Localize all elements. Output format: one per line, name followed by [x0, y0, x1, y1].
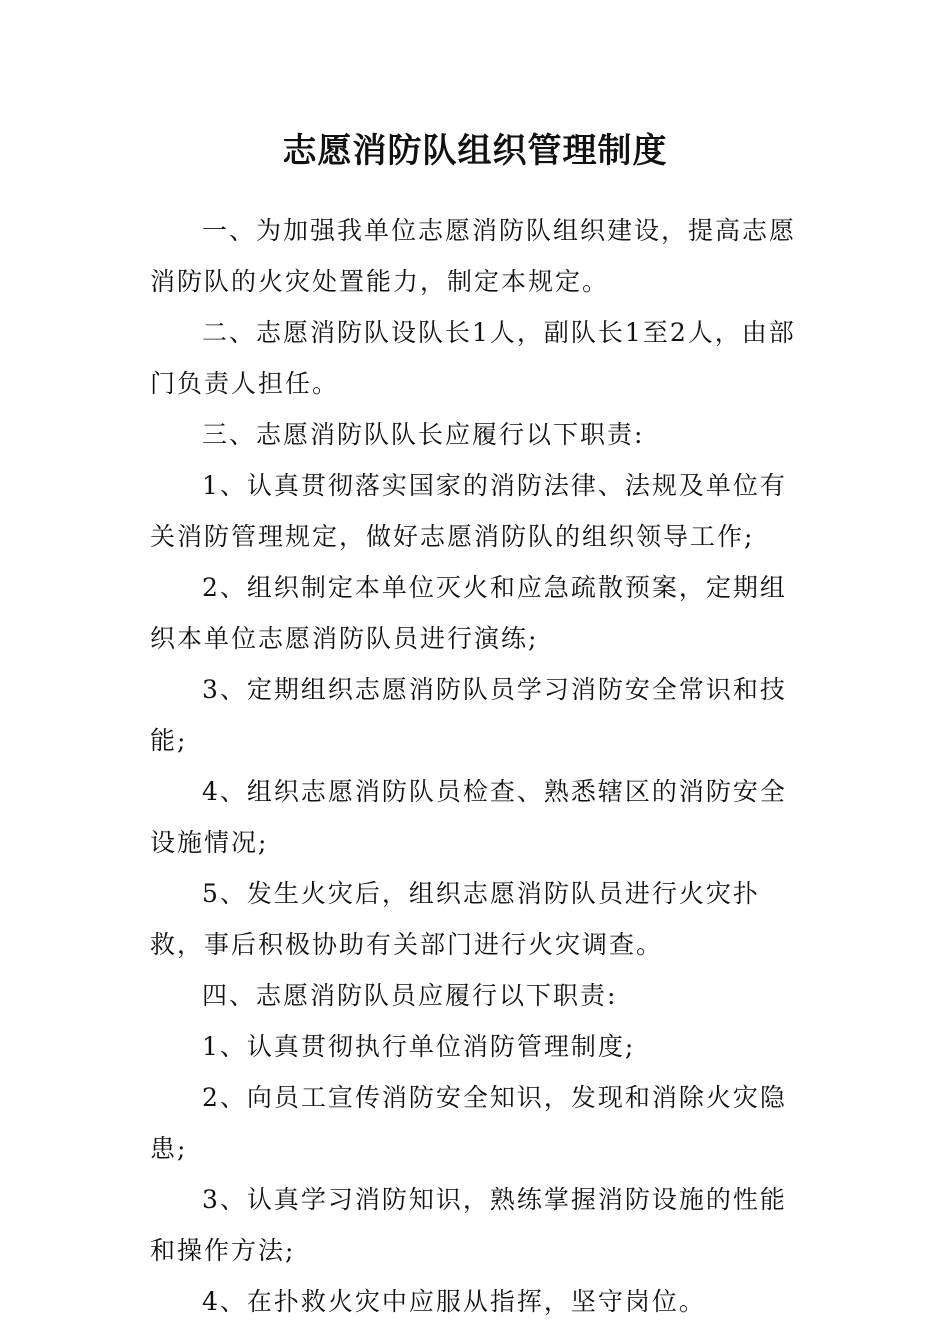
- paragraph-2: 二、志愿消防队设队长1人，副队长1至2人，由部门负责人担任。: [150, 318, 796, 398]
- paragraph-8: 5、发生火灾后，组织志愿消防队员进行火灾扑救，事后积极协助有关部门进行火灾调查。: [150, 879, 760, 959]
- paragraph-7: 4、组织志愿消防队员检查、熟悉辖区的消防安全设施情况;: [150, 777, 787, 857]
- paragraph-9: 四、志愿消防队员应履行以下职责:: [202, 981, 618, 1010]
- paragraph-4: 1、认真贯彻落实国家的消防法律、法规及单位有关消防管理规定，做好志愿消防队的组织领导工作;: [150, 471, 787, 551]
- paragraph-1: 一、为加强我单位志愿消防队组织建设，提高志愿消防队的火灾处置能力，制定本规定。: [150, 216, 797, 296]
- paragraph-12: 3、认真学习消防知识，熟练掌握消防设施的性能和操作方法;: [150, 1185, 787, 1265]
- paragraph-10: 1、认真贯彻执行单位消防管理制度;: [202, 1032, 636, 1061]
- paragraph-13: 4、在扑救火灾中应服从指挥，坚守岗位。: [202, 1287, 706, 1316]
- paragraph-6: 3、定期组织志愿消防队员学习消防安全常识和技能;: [150, 675, 787, 755]
- paragraph-5: 2、组织制定本单位灭火和应急疏散预案，定期组织本单位志愿消防队员进行演练;: [150, 573, 787, 653]
- paragraph-11: 2、向员工宣传消防安全知识，发现和消除火灾隐患;: [150, 1083, 787, 1163]
- paragraph-3: 三、志愿消防队队长应履行以下职责:: [202, 420, 645, 449]
- document-body: [150, 205, 802, 1327]
- page-title: 志愿消防队组织管理制度: [282, 131, 668, 171]
